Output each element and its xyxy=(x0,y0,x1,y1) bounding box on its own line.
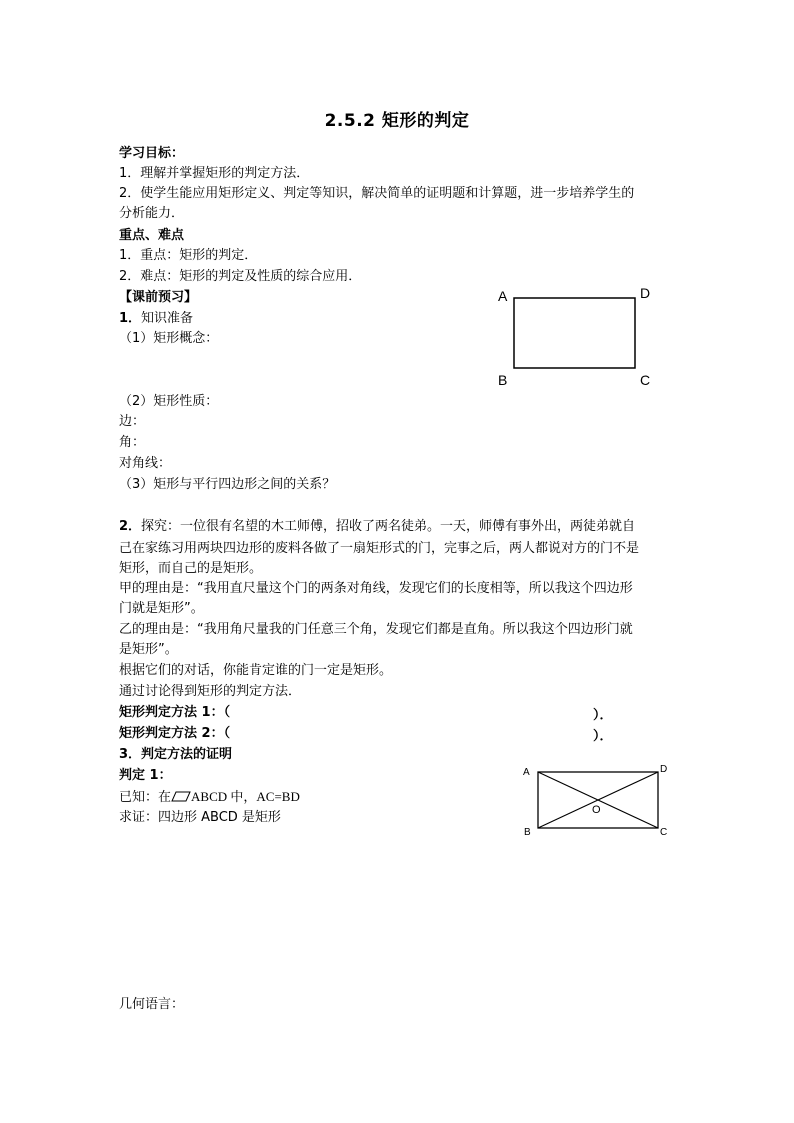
goal-item-2-line2: 分析能力． xyxy=(119,206,185,221)
preview-heading: 【课前预习】 xyxy=(119,290,198,305)
vertex-label-b: B xyxy=(524,827,531,838)
property-diagonal: 对角线： xyxy=(119,456,172,471)
relation-question: （3）矩形与平行四边形之间的关系？ xyxy=(119,477,336,492)
given-suffix: ABCD 中，AC=BD xyxy=(191,789,300,804)
vertex-label-c: C xyxy=(660,827,668,838)
page-title: 2.5.2 矩形的判定 xyxy=(324,111,470,131)
given-prefix: 已知：在 xyxy=(119,790,172,805)
vertex-label-a: A xyxy=(498,288,508,304)
discussion-note: 通过讨论得到矩形的判定方法． xyxy=(119,684,302,699)
goal-item-2-line1: 2．使学生能应用矩形定义、判定等知识，解决简单的证明题和计算题，进一步培养学生的 xyxy=(119,186,635,201)
key-point-1: 1．重点：矩形的判定． xyxy=(119,248,258,263)
prove-statement: 求证：四边形 ABCD 是矩形 xyxy=(119,810,281,825)
method-2-close: ）． xyxy=(593,729,613,744)
key-point-2: 2．难点：矩形的判定及性质的综合应用． xyxy=(119,269,362,284)
knowledge-prep-label: 知识准备 xyxy=(141,311,194,326)
explore-paragraph xyxy=(119,517,679,538)
jia-reason-line-2: 门就是矩形”。 xyxy=(119,601,204,616)
rectangle-properties-prompt: （2）矩形性质： xyxy=(119,394,219,409)
rectangle-figure xyxy=(490,284,665,390)
explore-line-2: 己在家练习用两块四边形的废料各做了一扇矩形式的门，完事之后，两人都说对方的门不是 xyxy=(119,541,640,556)
jia-reason-line-1: 甲的理由是：“我用直尺量这个门的两条对角线，发现它们的长度相等，所以我这个四边形 xyxy=(119,581,633,596)
rectangle-concept-prompt: （1）矩形概念： xyxy=(119,331,219,346)
vertex-label-d: D xyxy=(660,764,668,775)
rectangle-shape xyxy=(514,298,635,368)
rectangle-diagonals-figure xyxy=(518,760,678,842)
center-label-o: O xyxy=(592,804,601,816)
explore-line-1: 探究：一位很有名望的木工师傅，招收了两名徒弟。一天，师傅有事外出，两徒弟就自 xyxy=(141,519,636,534)
judgement-1-label: 判定 1： xyxy=(119,768,172,783)
conclusion-question: 根据它们的对话，你能肯定谁的门一定是矩形。 xyxy=(119,663,393,678)
property-angle: 角： xyxy=(119,435,146,450)
geometry-language-label: 几何语言： xyxy=(119,997,185,1012)
proof-heading: 3．判定方法的证明 xyxy=(119,747,233,762)
knowledge-prep-number: 1． xyxy=(119,311,142,326)
yi-reason-line-1: 乙的理由是：“我用角尺量我的门任意三个角，发现它们都是直角。所以我这个四边形门就 xyxy=(119,622,633,637)
given-statement xyxy=(119,788,300,807)
method-1-close: ）． xyxy=(593,708,613,723)
knowledge-prep xyxy=(119,310,193,328)
vertex-label-c: C xyxy=(640,372,651,388)
explore-number: 2． xyxy=(119,519,142,534)
vertex-label-b: B xyxy=(498,372,508,388)
goal-item-1: 1．理解并掌握矩形的判定方法． xyxy=(119,166,310,181)
parallelogram-icon xyxy=(171,791,191,802)
goals-heading: 学习目标： xyxy=(119,146,185,161)
property-side: 边： xyxy=(119,414,146,429)
method-2-label: 矩形判定方法 2：（ xyxy=(119,726,231,741)
yi-reason-line-2: 是矩形”。 xyxy=(119,642,178,657)
explore-line-3: 矩形，而自己的是矩形。 xyxy=(119,561,263,576)
vertex-label-d: D xyxy=(640,285,651,301)
key-points-heading: 重点、难点 xyxy=(119,228,185,243)
method-1-label: 矩形判定方法 1：（ xyxy=(119,705,231,720)
vertex-label-a: A xyxy=(523,767,530,778)
